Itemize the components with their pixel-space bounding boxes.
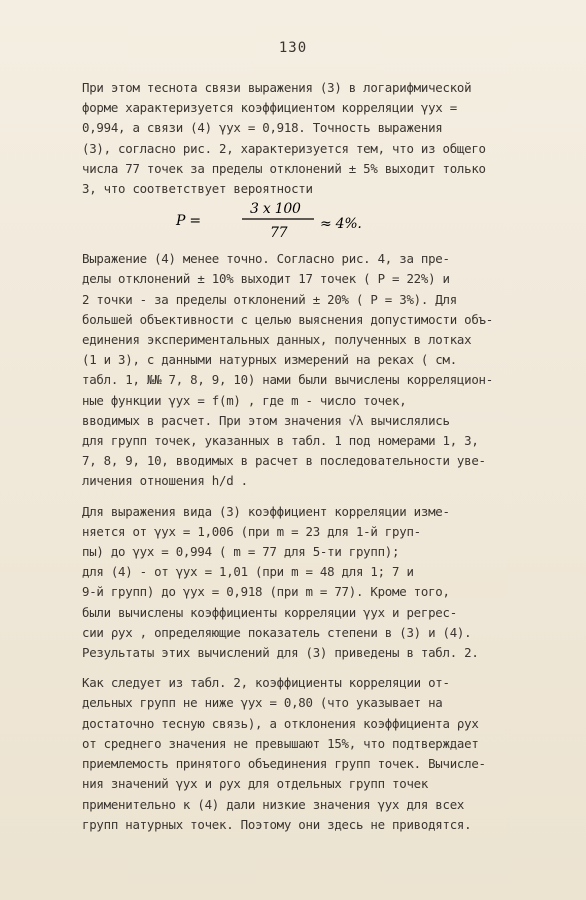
paragraph-line: достаточно тесную связь), а отклонения коэффициента ρyx [82, 715, 479, 731]
paragraph-line: числа 77 точек за пределы отклонений ± 5% выходит только [82, 160, 486, 176]
paragraph-line: приемлемость принятого объединения групп точек. Вычисле- [82, 756, 486, 772]
formula-lhs: P = [176, 213, 201, 230]
paragraph-line: ния значений γyx и ρyx для отдельных групп точек [82, 776, 429, 792]
formula-numerator: 3 x 100 [250, 201, 301, 218]
paragraph-line: 9-й групп) до γyx = 0,918 (при m = 77). Кроме того, [82, 584, 450, 600]
paragraph-line: дельных групп не ниже γyx = 0,80 (что указывает на [82, 695, 443, 711]
paragraph-line: применительно к (4) дали низкие значения γyx для всех [82, 796, 465, 812]
formula-rhs: ≈ 4%. [320, 216, 362, 233]
paragraph-line: Как следует из табл. 2, коэффициенты корреляции от- [82, 675, 450, 691]
paragraph-line: вводимых в расчет. При этом значения √λ вычислялись [82, 412, 450, 428]
paragraph-line: няется от γyx = 1,006 (при m = 23 для 1-й груп- [82, 523, 421, 539]
paragraph-line: 3, что соответствует вероятности [82, 181, 313, 197]
paragraph-line: сии ρyx , определяющие показатель степени в (3) и (4). [82, 624, 472, 640]
paragraph-line: для групп точек, указанных в табл. 1 под номерами 1, 3, [82, 433, 479, 449]
probability-formula [82, 199, 552, 249]
paragraph-line: табл. 1, №№ 7, 8, 9, 10) нами были вычислены корреляцион- [82, 372, 493, 388]
paragraph-line: личения отношения h/d . [82, 473, 248, 489]
paragraph-line: 7, 8, 9, 10, вводимых в расчет в последовательности уве- [82, 453, 486, 469]
paragraph-line: от среднего значения не превышают 15%, что подтверждает [82, 735, 479, 751]
paragraph-line: групп натурных точек. Поэтому они здесь не приводятся. [82, 816, 472, 832]
paragraph-line: Результаты этих вычислений для (3) приведены в табл. 2. [82, 645, 479, 661]
paragraph-line: 2 точки - за пределы отклонений ± 20% ( P = 3%). Для [82, 291, 457, 307]
paragraph-line: 0,994, а связи (4) γyx = 0,918. Точность выражения [82, 120, 443, 136]
paragraph-line: ные функции γyx = f(m) , где m - число точек, [82, 392, 407, 408]
paragraph-line: (3), согласно рис. 2, характеризуется тем, что из общего [82, 140, 486, 156]
paragraph-line: делы отклонений ± 10% выходит 17 точек ( P = 22%) и [82, 271, 450, 287]
paragraph-line: Для выражения вида (3) коэффициент корреляции изме- [82, 503, 450, 519]
formula-denominator: 77 [270, 225, 288, 242]
paragraph-line: большей объективности с целью выяснения допустимости объ- [82, 311, 493, 327]
paragraph-line: (1 и 3), с данными натурных измерений на реках ( см. [82, 352, 457, 368]
paragraph-line: были вычислены коэффициенты корреляции γyx и регрес- [82, 604, 457, 620]
paragraph-line: форме характеризуется коэффициентом корреляции γyx = [82, 100, 457, 116]
paragraph-line: пы) до γyx = 0,994 ( m = 77 для 5-ти групп); [82, 544, 400, 560]
paragraph-line: единения экспериментальных данных, полученных в лотках [82, 332, 472, 348]
paragraph-line: Выражение (4) менее точно. Согласно рис. 4, за пре- [82, 251, 450, 267]
body-text [82, 78, 552, 835]
paragraph-gap [82, 663, 552, 673]
page-number: 130 [278, 40, 308, 56]
paragraph-line: для (4) - от γyx = 1,01 (при m = 48 для 1; 7 и [82, 564, 414, 580]
formula-graphic [172, 195, 412, 245]
paragraph-line: При этом теснота связи выражения (3) в логарифмической [82, 80, 472, 95]
paragraph-gap [82, 492, 552, 502]
